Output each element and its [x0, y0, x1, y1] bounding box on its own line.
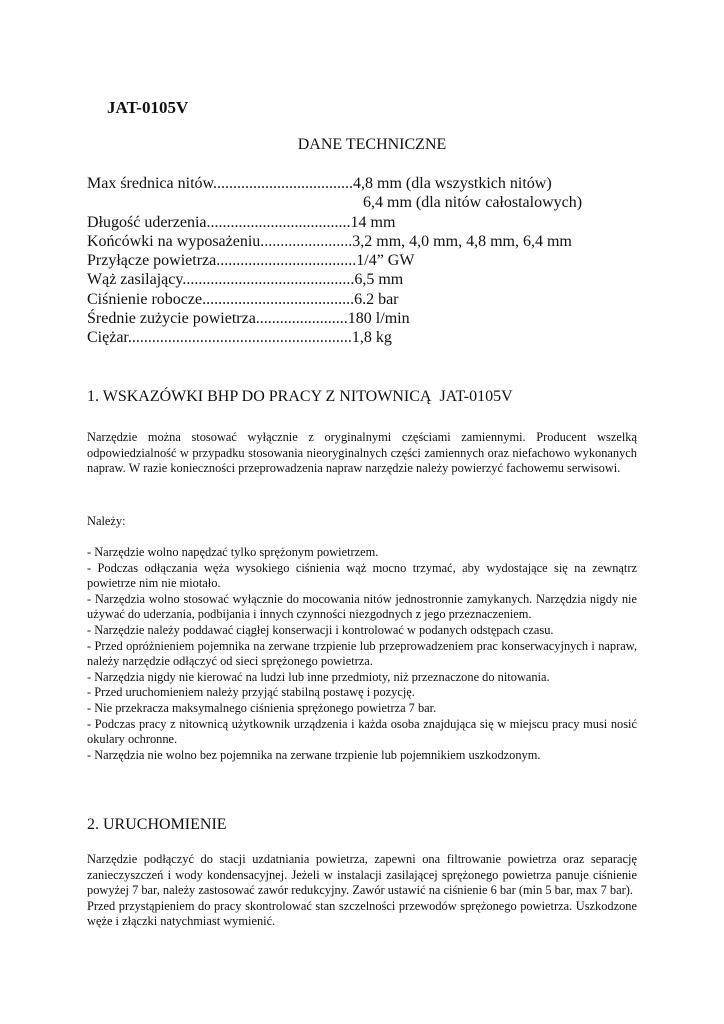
list-item: - Przed opróżnieniem pojemnika na zerwane trzpienie lub przeprowadzeniem prac konserwacyjnych i napraw, należy narzędzie odłączyć od sieci sprężonego powietrza. [87, 638, 637, 669]
spec-row: 6,4 mm (dla nitów całostalowych) [363, 194, 583, 212]
list-item: - Narzędzie wolno napędzać tylko sprężonym powietrzem. [87, 545, 379, 559]
nalezy-label: Należy: [87, 514, 126, 528]
spec-row: Długość uderzenia....................................14 mm [87, 213, 396, 231]
nalezy-label-block [87, 514, 637, 530]
intro-text: Narzędzie można stosować wyłącznie z oryginalnymi częściami zamiennymi. Producent wszelką odpowiedzialność w przypadku stosowania nieoryginalnych części zamiennych oraz niefachowo wykonanych napraw. W razie konieczności przeprowadzenia napraw narzędzie należy powierzyć fachowemu serwisowi. [87, 430, 637, 476]
intro-paragraph [87, 430, 637, 477]
startup-paragraph: Przed przystąpieniem do pracy skontrolować stan szczelności przewodów sprężonego powietrza. Uszkodzone węże i złączki natychmiast wymienić. [87, 898, 637, 929]
list-item: - Narzędzia nigdy nie kierować na ludzi lub inne przedmioty, niż przeznaczone do nitowania. [87, 669, 550, 684]
list-item: - Narzędzia wolno stosować wyłącznie do mocowania nitów jednostronnie zamykanych. Narzędzia nigdy nie używać do uderzania, podbijania i innych czynności niezgodnych z jego przeznaczeniem. [87, 591, 637, 622]
list-item: - Przed uruchomieniem należy przyjąć stabilną postawę i pozycję. [87, 685, 415, 700]
spec-row: Średnie zużycie powietrza.......................180 l/min [87, 310, 410, 328]
spec-row: Wąż zasilający...........................................6,5 mm [87, 271, 404, 289]
spec-row: Max średnica nitów...................................4,8 mm (dla wszystkich nitów) [87, 175, 552, 192]
heading-safety: 1. WSKAZÓWKI BHP DO PRACY Z NITOWNICĄ JAT-0105V [87, 388, 513, 405]
list-item: - Narzędzie należy poddawać ciągłej konserwacji i kontrolować w podanych odstępach czasu. [87, 622, 554, 637]
list-item: - Narzędzia nie wolno bez pojemnika na zerwane trzpienie lub pojemnikiem uszkodzonym. [87, 747, 541, 762]
list-item: - Nie przekracza maksymalnego ciśnienia sprężonego powietrza 7 bar. [87, 700, 437, 715]
section-title-text: DANE TECHNICZNE [297, 136, 447, 153]
spec-list [87, 174, 582, 348]
spec-row: Ciśnienie robocze......................................6.2 bar [87, 290, 399, 308]
list-item: - Podczas pracy z nitownicą użytkownik urządzenia i każda osoba znajdująca się w miejscu pracy musi nosić okulary ochronne. [87, 716, 637, 747]
spec-row: Ciężar........................................................1,8 kg [87, 329, 392, 347]
startup-paragraph: Narzędzie podłączyć do stacji uzdatniania powietrza, zapewni ona filtrowanie powietrza oraz separację zanieczyszczeń i wody kondensacyjnej. Jeżeli w instalacji zasilającej sprężonego powietrza panuje ciśnienie powyżej 7 bar, należy zastosować zawór redukcyjny. Zawór ustawić na ciśnienie 6 bar (min 5 bar, max 7 bar). [87, 852, 637, 898]
list-item: - Podczas odłączania węża wysokiego ciśnienia wąż mocno trzymać, aby wydostające się na zewnątrz powietrze nim nie miotało. [87, 560, 637, 591]
spec-row: Końcówki na wyposażeniu.......................3,2 mm, 4,0 mm, 4,8 mm, 6,4 mm [87, 232, 572, 250]
model-title: JAT-0105V [107, 98, 189, 117]
startup-paragraphs [87, 852, 637, 930]
safety-bullet-list [87, 545, 637, 763]
spec-row: Przyłącze powietrza...................................1/4” GW [87, 252, 415, 270]
heading-startup: 2. URUCHOMIENIE [87, 816, 227, 833]
section-title [0, 136, 724, 154]
